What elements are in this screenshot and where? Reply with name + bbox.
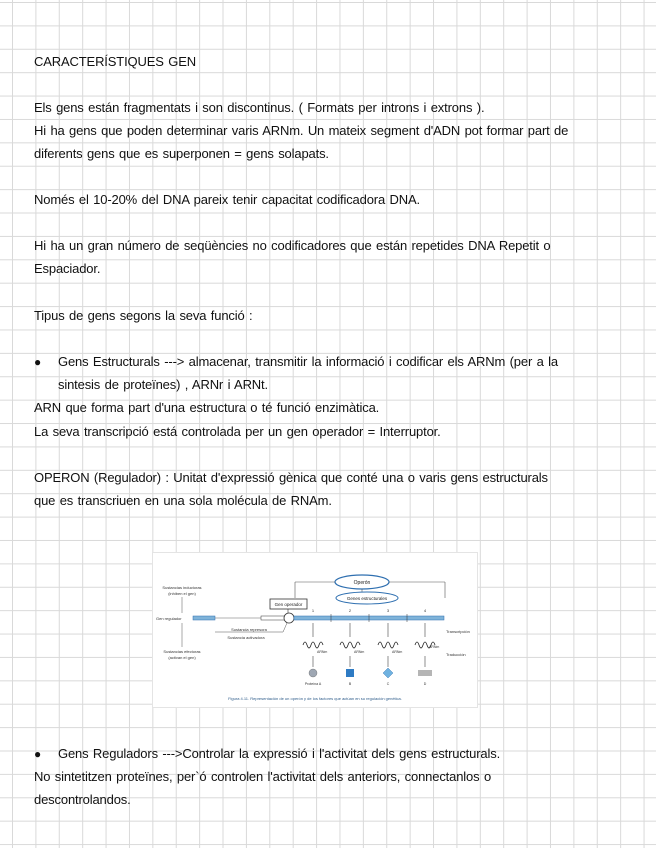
text-line: Tipus de gens segons la seva funció :: [34, 308, 253, 323]
mrna-label: ARNm: [392, 650, 403, 654]
mrna-label: ARNm: [429, 645, 440, 649]
text-line: Només el 10-20% del DNA pareix tenir capacitat codificadora DNA.: [34, 192, 420, 207]
repressor-label: Sustancia represora: [231, 627, 267, 632]
protein-label: Proteína A: [304, 682, 322, 686]
text-line: No sintetitzen proteïnes, per`ó controlen l'activitat dels anteriors, connectanlos o: [34, 769, 492, 784]
effectors-label-2: (activan el gen): [168, 655, 196, 660]
page-heading: CARACTERÍSTIQUES GEN: [34, 54, 196, 69]
gene-number: 4: [423, 608, 427, 613]
mrna-squiggle: [378, 642, 398, 648]
protein-label: B: [348, 682, 352, 686]
text-line: La seva transcripció está controlada per un gen operador = Interruptor.: [34, 424, 441, 439]
text-line: Espaciador.: [34, 261, 101, 276]
text-line: Hi ha gens que poden determinar varis ARNm. Un mateix segment d'ADN pot formar part de: [34, 123, 569, 138]
bullet-icon: ●: [34, 355, 42, 369]
inducers-label: Sustancias inductoras: [162, 585, 202, 590]
protein-label: D: [423, 682, 427, 686]
bullet-text: sintesis de proteïnes) , ARNr i ARNt.: [58, 377, 268, 392]
protein-d-shape: [418, 670, 432, 676]
operator-site: [284, 613, 294, 623]
transcription-label: Transcripción: [446, 629, 470, 634]
operator-gene-label: Gen operador: [274, 602, 303, 607]
text-line: ARN que forma part d'una estructura o té funció enzimàtica.: [34, 400, 380, 415]
mrna-squiggle: [340, 642, 360, 648]
structural-genes-label: Genes estructurales: [346, 596, 388, 601]
regulator-dna: [193, 616, 215, 620]
text-line: diferents gens que es superponen = gens solapats.: [34, 146, 329, 161]
mrna-label: ARNm: [354, 650, 365, 654]
text-line: OPERON (Regulador) : Unitat d'expressió gènica que conté una o varis gens estructurals: [34, 470, 548, 485]
bullet-icon: ●: [34, 747, 42, 761]
text-line: que es transcriuen en una sola molécula de RNAm.: [34, 493, 332, 508]
figure-caption: Figura 4.11. Representación de un operón y de los factores que actúan en su regulación genética.: [228, 696, 402, 701]
text-line: Hi ha un gran número de seqüències no codificadores que están repetides DNA Repetit o: [34, 238, 551, 253]
bullet-text: Gens Reguladors --->Controlar la expressió i l'activitat dels gens estructurals.: [58, 746, 501, 761]
protein-b-shape: [346, 669, 354, 677]
gene-number: 2: [348, 608, 352, 613]
protein-a-shape: [309, 669, 317, 677]
text-line: Els gens están fragmentats i son discontinus. ( Formats per introns i extrons ).: [34, 100, 485, 115]
regulator-gene-label: Gen regulador: [156, 616, 182, 621]
operon-figure: [152, 552, 478, 708]
protein-c-shape: [383, 668, 393, 678]
bullet-text: Gens Estructurals ---> almacenar, transmitir la informació i codificar els ARNm (per a la: [58, 354, 558, 369]
translation-label: Traducción: [446, 652, 466, 657]
effectors-label: Sustancias efectoras: [163, 649, 201, 654]
mrna-label: ARNm: [317, 650, 328, 654]
mrna-squiggle: [303, 642, 323, 648]
gene-number: 1: [311, 608, 315, 613]
text-line: descontrolandos.: [34, 792, 131, 807]
activator-label: Sustancia activadora: [227, 635, 265, 640]
protein-label: C: [386, 682, 390, 686]
operon-label: Operón: [353, 580, 371, 586]
inducers-label-2: (inhiben el gen): [168, 591, 196, 596]
gene-number: 3: [386, 608, 390, 613]
